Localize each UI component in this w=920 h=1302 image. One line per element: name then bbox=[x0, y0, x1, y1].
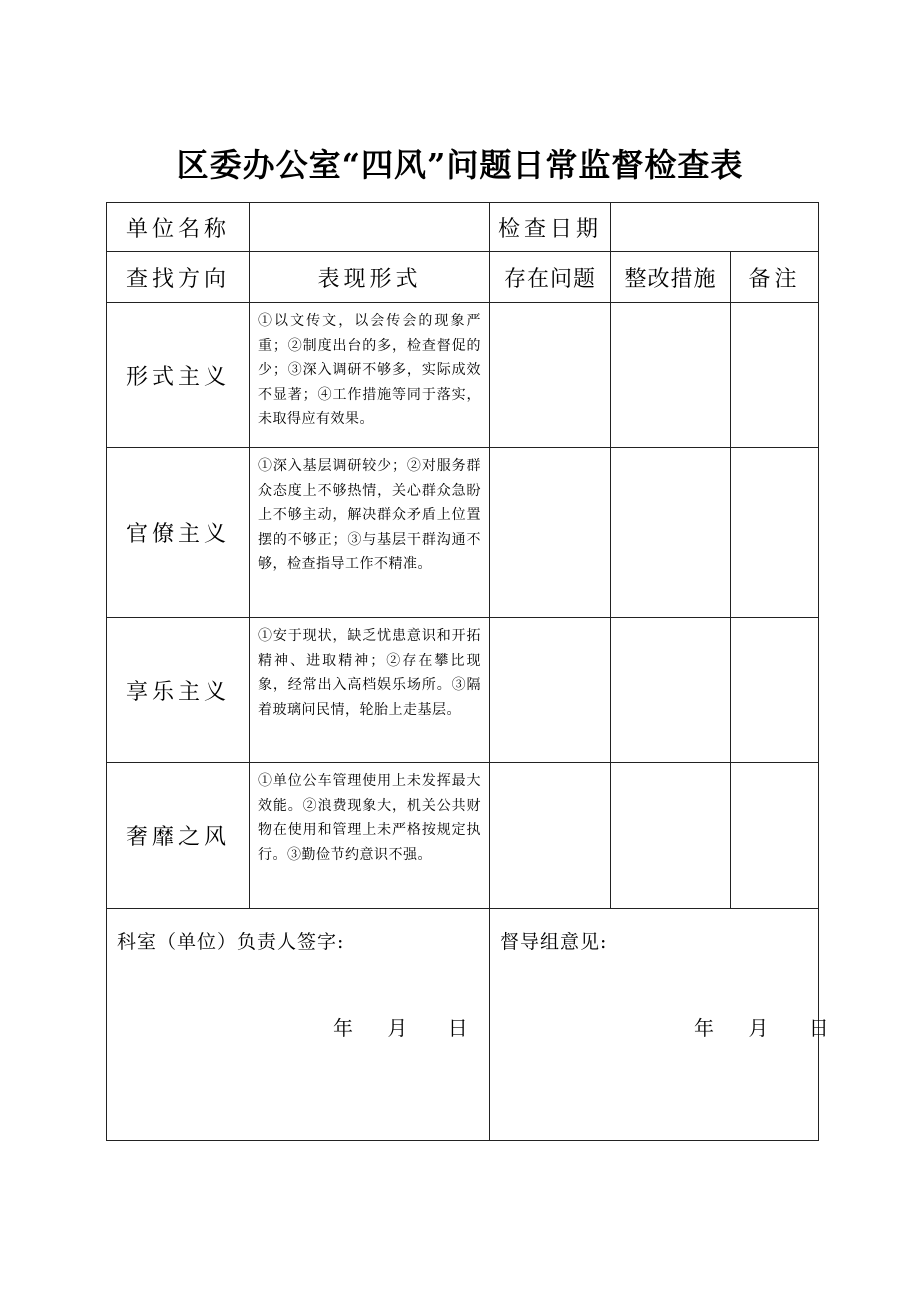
problem-header: 存在问题 bbox=[490, 252, 611, 303]
direction-cell: 享乐主义 bbox=[107, 618, 250, 763]
header-row-columns bbox=[107, 252, 819, 303]
header-row-unit bbox=[107, 203, 819, 252]
check-date-label: 检查日期 bbox=[490, 203, 611, 252]
direction-header: 查找方向 bbox=[107, 252, 250, 303]
problem-cell[interactable] bbox=[490, 618, 611, 763]
check-date-value[interactable] bbox=[611, 203, 819, 252]
page-title: 区委办公室“四风”问题日常监督检查表 bbox=[176, 146, 744, 184]
remark-header: 备注 bbox=[731, 252, 819, 303]
supervise-label: 督导组意见: bbox=[500, 931, 608, 953]
sign-day: 日 bbox=[447, 1016, 468, 1040]
table-row bbox=[107, 618, 819, 763]
unit-name-label: 单位名称 bbox=[107, 203, 250, 252]
direction-cell: 形式主义 bbox=[107, 303, 250, 448]
rectify-header: 整改措施 bbox=[611, 252, 731, 303]
problem-cell[interactable] bbox=[490, 763, 611, 909]
remark-cell[interactable] bbox=[731, 303, 819, 448]
form-cell: ①安于现状，缺乏忧患意识和开拓精神、进取精神；②存在攀比现象，经常出入高档娱乐场所。③隔着玻璃问民情，轮胎上走基层。 bbox=[250, 618, 490, 763]
supervise-cell[interactable] bbox=[490, 909, 829, 1141]
table-row bbox=[107, 763, 819, 909]
direction-cell: 官僚主义 bbox=[107, 448, 250, 618]
table-row bbox=[107, 448, 819, 618]
supervise-year: 年 bbox=[694, 1016, 714, 1040]
sign-cell[interactable] bbox=[107, 909, 490, 1141]
inspection-table bbox=[106, 202, 829, 1141]
sign-label: 科室（单位）负责人签字: bbox=[117, 931, 345, 953]
form-cell: ①以文传文，以会传会的现象严重；②制度出台的多，检查督促的少；③深入调研不够多，实际成效不显著；④工作措施等同于落实，未取得应有效果。 bbox=[250, 303, 490, 448]
rectify-cell[interactable] bbox=[611, 763, 731, 909]
supervise-date bbox=[694, 1012, 829, 1041]
table-row bbox=[107, 303, 819, 448]
direction-cell: 奢靡之风 bbox=[107, 763, 250, 909]
supervise-day: 日 bbox=[808, 1016, 829, 1040]
signature-row bbox=[107, 909, 819, 1141]
rectify-cell[interactable] bbox=[611, 303, 731, 448]
problem-cell[interactable] bbox=[490, 303, 611, 448]
remark-cell[interactable] bbox=[731, 618, 819, 763]
form-cell: ①单位公车管理使用上未发挥最大效能。②浪费现象大，机关公共财物在使用和管理上未严格按规定执行。③勤俭节约意识不强。 bbox=[250, 763, 490, 909]
remark-cell[interactable] bbox=[731, 763, 819, 909]
rectify-cell[interactable] bbox=[611, 448, 731, 618]
rectify-cell[interactable] bbox=[611, 618, 731, 763]
sign-date bbox=[333, 1012, 468, 1041]
unit-name-value[interactable] bbox=[250, 203, 490, 252]
sign-month: 月 bbox=[387, 1016, 408, 1040]
problem-cell[interactable] bbox=[490, 448, 611, 618]
form-cell: ①深入基层调研较少；②对服务群众态度上不够热情，关心群众急盼上不够主动，解决群众矛盾上位置摆的不够正；③与基层干群沟通不够，检查指导工作不精准。 bbox=[250, 448, 490, 618]
remark-cell[interactable] bbox=[731, 448, 819, 618]
form-header: 表现形式 bbox=[250, 252, 490, 303]
supervise-month: 月 bbox=[748, 1016, 769, 1040]
sign-year: 年 bbox=[333, 1016, 353, 1040]
